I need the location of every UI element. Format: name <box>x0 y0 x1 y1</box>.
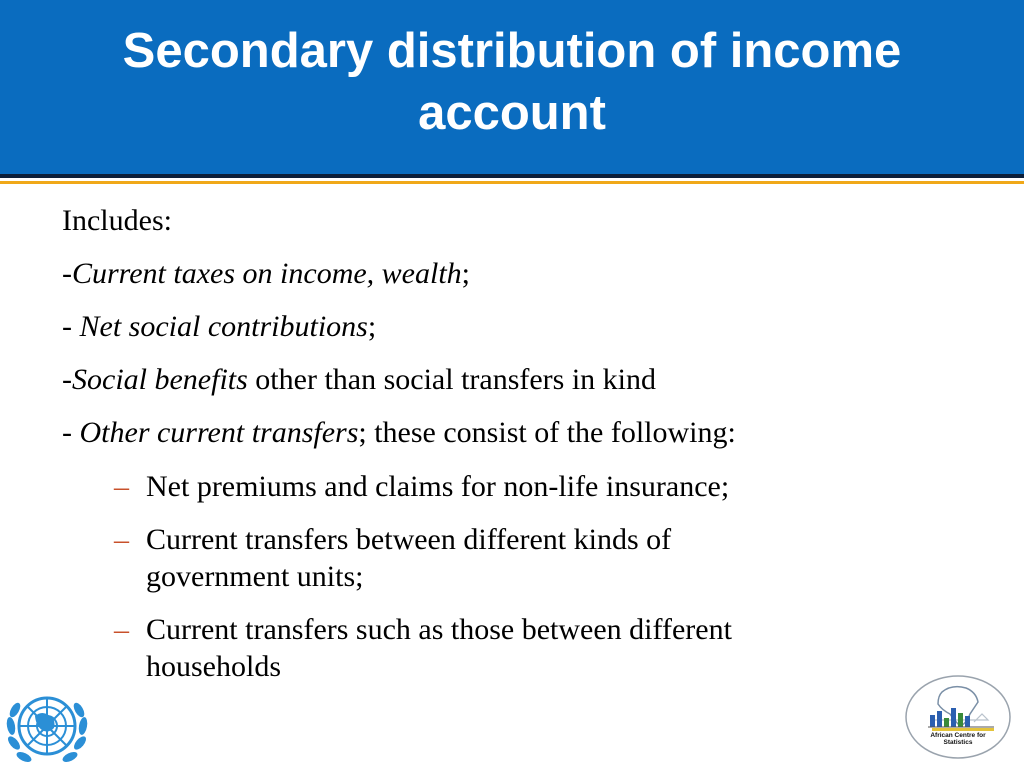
list-item <box>62 361 962 414</box>
sub-item-text: Current transfers between different kinds of <box>146 523 672 556</box>
list-item-emphasis: Net social contributions <box>79 310 368 343</box>
list-item-prefix: - <box>62 257 72 290</box>
sub-item-text: Net premiums and claims for non-life insurance; <box>146 470 730 503</box>
list-item <box>62 255 962 308</box>
list-item-prefix: - <box>62 310 80 343</box>
sub-bullet-dash: – <box>114 613 129 646</box>
slide-title <box>0 20 1024 144</box>
slide-title-line-1: Secondary distribution of income <box>122 24 902 78</box>
list-item-prefix: - <box>62 363 72 396</box>
list-item-emphasis: Social benefits <box>72 363 248 396</box>
intro-text: Includes: <box>62 204 172 237</box>
list-item-rest: ; <box>461 257 471 290</box>
sub-item-text: Current transfers such as those between different <box>146 613 732 646</box>
slide-body <box>62 202 962 701</box>
sub-item-text: households <box>146 650 281 683</box>
list-item-prefix: - <box>62 416 80 449</box>
sub-item-text: government units; <box>146 560 364 593</box>
list-item-rest: other than social transfers in kind <box>247 363 657 396</box>
sub-list-item <box>62 521 962 595</box>
acs-logo-caption <box>904 732 1012 746</box>
un-emblem-logo <box>2 686 92 768</box>
list-item-rest: ; these consist of the following: <box>358 416 736 449</box>
list-item-emphasis: Current taxes on income, wealth <box>72 257 462 290</box>
header-rule-dark <box>0 174 1024 178</box>
acs-logo-graphic <box>904 674 1012 760</box>
list-item-emphasis: Other current transfers <box>79 416 359 449</box>
acs-caption-line-2: Statistics <box>943 739 973 746</box>
acs-logo <box>904 674 1012 760</box>
list-item <box>62 308 962 361</box>
sub-list-item <box>62 611 962 685</box>
header-rule-gold <box>0 181 1024 184</box>
list-item-rest: ; <box>367 310 377 343</box>
sub-bullet-dash: – <box>114 523 129 556</box>
acs-caption-line-1: African Centre for <box>930 732 986 739</box>
list-item <box>62 414 962 468</box>
slide-title-line-2: account <box>418 86 606 140</box>
sub-list-item <box>62 468 962 505</box>
sub-bullet-dash: – <box>114 470 129 503</box>
